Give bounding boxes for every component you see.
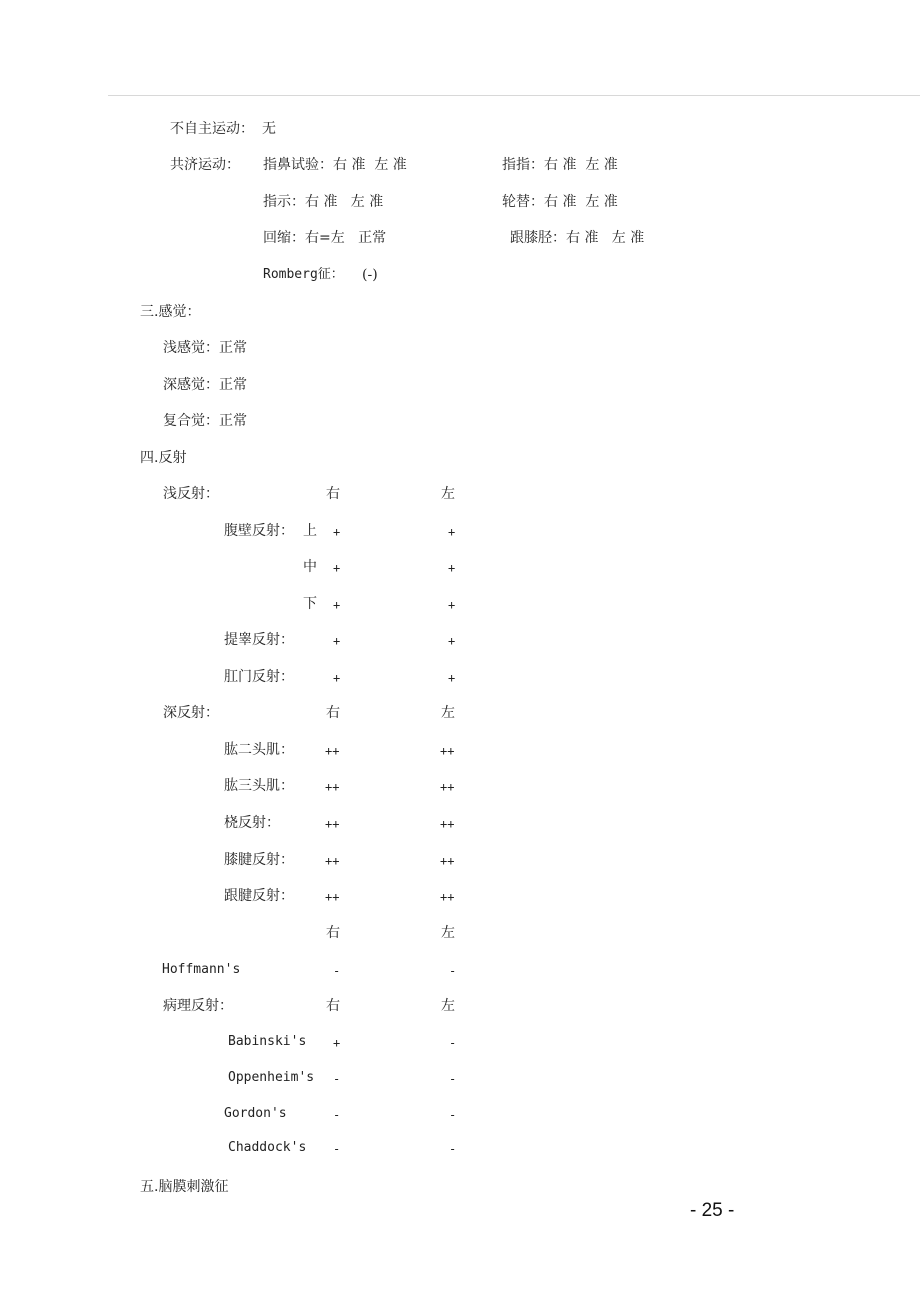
- abdominal-upper-left: +: [448, 525, 456, 539]
- ankle-left: ++: [440, 890, 455, 904]
- anal-left: +: [448, 671, 456, 685]
- chaddock-left: -: [449, 1142, 457, 1156]
- abdominal-lower-right: +: [333, 598, 341, 612]
- cremasteric-left: +: [448, 634, 456, 648]
- abdominal-middle-left: +: [448, 561, 456, 575]
- finger-finger-test: 指指：右 准 左 准: [502, 157, 618, 173]
- abdominal-upper-right: +: [333, 525, 341, 539]
- hoffmann-right: -: [333, 964, 341, 978]
- cremasteric-reflex-label: 提睾反射：: [224, 632, 294, 648]
- sensation-heading: 三.感觉：: [140, 304, 201, 320]
- deep-left-header: 左: [441, 705, 455, 721]
- finger-nose-test: 指鼻试验：右 准 左 准: [263, 157, 407, 173]
- gordon-right: -: [333, 1108, 341, 1122]
- biceps-right: ++: [325, 744, 340, 758]
- babinski-label: Babinski's: [228, 1034, 307, 1049]
- radial-reflex-label: 桡反射：: [224, 815, 280, 831]
- page-number: - 25 -: [690, 1200, 735, 1221]
- chaddock-label: Chaddock's: [228, 1140, 307, 1155]
- complex-sensation: 复合觉：正常: [163, 413, 247, 429]
- abdominal-middle-right: +: [333, 561, 341, 575]
- abdominal-upper-label: 上: [303, 523, 317, 539]
- babinski-right: +: [333, 1036, 341, 1050]
- abdominal-reflex-label: 腹壁反射：: [224, 523, 294, 539]
- abdominal-middle-label: 中: [303, 559, 317, 575]
- pathological-reflex-label: 病理反射：: [163, 998, 233, 1014]
- meningeal-heading: 五.脑膜刺激征: [140, 1179, 229, 1195]
- pathological-left-header: 左: [441, 998, 455, 1014]
- shallow-sensation: 浅感觉：正常: [163, 340, 247, 356]
- triceps-right: ++: [325, 780, 340, 794]
- radial-right: ++: [325, 817, 340, 831]
- romberg-label: Romberg征：: [263, 267, 344, 282]
- right-column-header: 右: [326, 486, 340, 502]
- header-rule: [108, 95, 920, 96]
- hoffmann-right-header: 右: [326, 925, 340, 941]
- involuntary-movement-value: 无: [262, 121, 276, 137]
- coordination-label: 共济运动：: [170, 157, 240, 173]
- abdominal-lower-label: 下: [303, 596, 317, 612]
- cremasteric-right: +: [333, 634, 341, 648]
- romberg-value: (-): [362, 267, 378, 283]
- knee-right: ++: [325, 854, 340, 868]
- gordon-label: Gordon's: [224, 1106, 287, 1121]
- pathological-right-header: 右: [326, 998, 340, 1014]
- alternating-test: 轮替：右 准 左 准: [502, 194, 618, 210]
- knee-reflex-label: 膝腱反射：: [224, 852, 294, 868]
- deep-right-header: 右: [326, 705, 340, 721]
- babinski-left: -: [449, 1036, 457, 1050]
- radial-left: ++: [440, 817, 455, 831]
- knee-left: ++: [440, 854, 455, 868]
- gordon-left: -: [449, 1108, 457, 1122]
- involuntary-movement-label: 不自主运动：: [170, 121, 254, 137]
- reflex-heading: 四.反射: [140, 450, 187, 466]
- hoffmann-left: -: [449, 964, 457, 978]
- hoffmann-left-header: 左: [441, 925, 455, 941]
- deep-sensation: 深感觉：正常: [163, 377, 247, 393]
- pointing-test: 指示：右 准 左 准: [263, 194, 384, 210]
- abdominal-lower-left: +: [448, 598, 456, 612]
- rebound-test: 回缩：右=左 正常: [263, 230, 387, 246]
- ankle-right: ++: [325, 890, 340, 904]
- deep-reflex-label: 深反射：: [163, 705, 219, 721]
- oppenheim-right: -: [333, 1072, 341, 1086]
- biceps-reflex-label: 肱二头肌：: [224, 742, 294, 758]
- oppenheim-left: -: [449, 1072, 457, 1086]
- heel-knee-test: 跟膝胫：右 准 左 准: [510, 230, 645, 246]
- biceps-left: ++: [440, 744, 455, 758]
- chaddock-right: -: [333, 1142, 341, 1156]
- oppenheim-label: Oppenheim's: [228, 1070, 315, 1085]
- shallow-reflex-label: 浅反射：: [163, 486, 219, 502]
- hoffmann-label: Hoffmann's: [162, 962, 241, 977]
- triceps-left: ++: [440, 780, 455, 794]
- left-column-header: 左: [441, 486, 455, 502]
- anal-reflex-label: 肛门反射：: [224, 669, 294, 685]
- ankle-reflex-label: 跟腱反射：: [224, 888, 294, 904]
- anal-right: +: [333, 671, 341, 685]
- triceps-reflex-label: 肱三头肌：: [224, 778, 294, 794]
